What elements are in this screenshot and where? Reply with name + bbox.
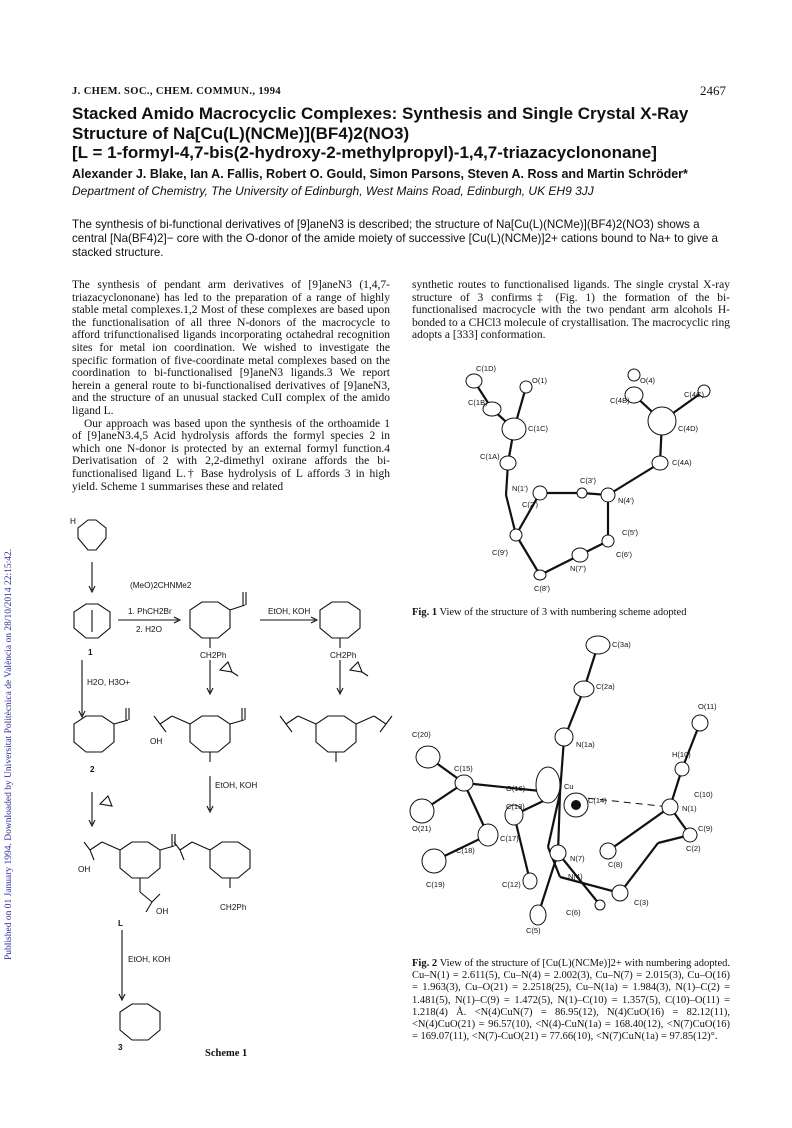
fig1-atom-n4p: N(4') xyxy=(618,496,635,505)
figure-1-caption xyxy=(412,607,730,619)
affiliation: Department of Chemistry, The University of Edinburgh, West Mains Road, Edinburgh, UK EH9 3JJ xyxy=(72,184,594,198)
fig2-atom-n4: N(4) xyxy=(568,872,583,881)
paragraph-2: Our approach was based upon the synthesis of the orthoamide 1 of [9]aneN3.4,5 Acid hydrolysis affords the formyl species 2 in which one N-donor is protected by an external formyl function.4 Derivatisation of 2 with 2,2-dimethyl oxirane affords the bi-functionalised ligand L.† Base hydrolysis of L affords 3 in high yield. Scheme 1 summarises these and related xyxy=(72,417,390,493)
reagent-ethanol-koh-2: EtOH, KOH xyxy=(215,781,258,790)
compound-label-2: 2 xyxy=(90,765,95,774)
fig2-atom-c10: C(10) xyxy=(694,790,713,799)
fig2-atom-o21: O(21) xyxy=(412,824,432,833)
fig2-atom-c2: C(2) xyxy=(686,844,701,853)
left-column xyxy=(72,279,390,493)
fig1-atom-n7p: N(7') xyxy=(570,564,587,573)
fig2-atom-n1: N(1) xyxy=(682,804,697,813)
paragraph-1: The synthesis of pendant arm derivatives of [9]aneN3 (1,4,7-triazacyclononane) has led to the preparation of a range of highly stable metal complexes.1,2 Most of these complexes are based upon the functionalisation of all three N-donors of the macrocycle to afford trifunctionalised ligands incorporating octahedral recognition sites for metal ion coordination. We wished to investigate the specific formation of five-coordinate metal complexes based on the coordination to bi-functionalised [9]aneN3 ligands.3 We report herein a general route to bi-functionalised derivatives of [9]aneN3, and the structure of an unusual stacked CuII complex of the amido ligand L. xyxy=(72,279,390,417)
fig2-atom-n7: N(7) xyxy=(570,854,585,863)
fig2-atom-c14: C(14) xyxy=(588,796,607,805)
author-list: Alexander J. Blake, Ian A. Fallis, Robert O. Gould, Simon Parsons, Steven A. Ross and Martin Schröder* xyxy=(72,167,688,181)
fig2-atom-o16: O(16) xyxy=(506,784,526,793)
fig2-atom-cu: Cu xyxy=(564,782,574,791)
fig1-atom-c4a: C(4A) xyxy=(672,458,692,467)
substituent-benzyl-c: CH2Ph xyxy=(220,903,247,912)
reagent-water: 2. H2O xyxy=(136,625,162,634)
fig1-atom-c6p: C(6') xyxy=(616,550,633,559)
fig2-atom-c3: C(3) xyxy=(634,898,649,907)
fig2-atom-c17: C(17) xyxy=(500,834,519,843)
figure-2-caption xyxy=(412,958,730,1043)
fig2-atom-c15: C(15) xyxy=(454,764,473,773)
download-notice: Published on 01 January 1994. Downloaded by Universitat Politècnica de València on 28/10/2014 22:15:42. xyxy=(4,548,14,960)
fig2-atom-c13: C(13) xyxy=(506,802,525,811)
compound-label-3: 3 xyxy=(118,1043,123,1052)
fig2-atom-n1a: N(1a) xyxy=(576,740,595,749)
scheme-1-diagram xyxy=(60,510,400,1055)
figure-1-structure xyxy=(412,345,730,600)
fig2-atom-c9: C(9) xyxy=(698,824,713,833)
right-column xyxy=(412,279,730,342)
fig2-atom-c18: C(18) xyxy=(456,846,475,855)
figure-2-caption-text: View of the structure of [Cu(L)(NCMe)]2+ with numbering adopted. Cu–N(1) = 2.611(5), Cu–N(4) = 2.002(3), Cu–N(7) = 2.015(3), Cu–O(16) = 1.963(3), Cu–O(21) = 2.2518(25), Cu–N(1a) = 1.984(3), N(1)–C(2) = 1.481(5), N(1)–C(9) = 1.472(5), N(1)–C(10) = 1.357(5), C(10)–O(11) = 1.218(4) Å. <N(4)CuN(7) = 86.95(12), N(4)CuO(16) = 82.12(11), <N(4)CuO(21) = 96.57(10), <N(4)-CuN(1a) = 168.40(12), <N(7)CuO(16) = 169.07(11), <N(7)-CuO(21) = 77.66(10), <N(7)CuN(1a) = 97.85(12)°. xyxy=(412,958,730,1043)
figure-1-label: Fig. 1 xyxy=(412,607,438,618)
fig2-atom-c8: C(8) xyxy=(608,860,623,869)
page-number: 2467 xyxy=(700,83,726,98)
reagent-benzyl-bromide: 1. PhCH2Br xyxy=(128,607,172,616)
fig1-atom-c1b: C(1B) xyxy=(468,398,488,407)
compound-label-l: L xyxy=(118,919,124,928)
compound-label-1: 1 xyxy=(88,648,93,657)
journal-header: J. CHEM. SOC., CHEM. COMMUN., 1994 xyxy=(72,86,282,97)
fig2-atom-o11: O(11) xyxy=(698,702,717,711)
fig1-atom-n1p: N(1') xyxy=(512,484,529,493)
fig1-atom-c1a: C(1A) xyxy=(480,452,500,461)
article-title xyxy=(72,104,732,163)
figure-1-caption-text: View of the structure of 3 with numbering scheme adopted xyxy=(439,607,687,618)
fig1-atom-c9p: C(9') xyxy=(492,548,509,557)
fig1-atom-c4c: C(4C) xyxy=(684,390,704,399)
hydroxyl-label-c: OH xyxy=(156,907,169,916)
fig2-atom-c20: C(20) xyxy=(412,730,431,739)
fig1-atom-c2p: C(2') xyxy=(522,500,539,509)
fig1-atom-o4: O(4) xyxy=(640,376,655,385)
reagent-ethanol-koh-3: EtOH, KOH xyxy=(128,955,171,964)
substituent-benzyl-b: CH2Ph xyxy=(330,651,357,660)
title-line-3: [L = 1-formyl-4,7-bis(2-hydroxy-2-methylpropyl)-1,4,7-triazacyclononane] xyxy=(72,143,657,162)
fig2-atom-c6: C(6) xyxy=(566,908,581,917)
reagent-ethanol-koh-1: EtOH, KOH xyxy=(268,607,311,616)
fig1-atom-c4b: C(4B) xyxy=(610,396,630,405)
fig2-atom-c5: C(5) xyxy=(526,926,541,935)
reagent-dmf-acetal: (MeO)2CHNMe2 xyxy=(130,581,192,590)
atom-label-h: H xyxy=(70,517,76,526)
scheme-caption: Scheme 1 xyxy=(205,1048,248,1059)
fig2-atom-c12: C(12) xyxy=(502,880,521,889)
title-line-2: Structure of Na[Cu(L)(NCMe)](BF4)2(NO3) xyxy=(72,123,410,143)
fig2-atom-c3a: C(3a) xyxy=(612,640,631,649)
fig1-atom-c1c: C(1C) xyxy=(528,424,548,433)
fig2-atom-h10: H(10) xyxy=(672,750,691,759)
fig1-atom-o1: O(1) xyxy=(532,376,547,385)
abstract: The synthesis of bi-functional derivatives of [9]aneN3 is described; the structure of Na[Cu(L)(NCMe)](BF4)2(NO3) shows a central [Na(BF4)2]− core with the O-donor of the amide moiety of successive [Cu(L)(NCMe)]2+ cations bound to Na+ to give a stacked structure. xyxy=(72,218,719,260)
fig1-atom-c4d: C(4D) xyxy=(678,424,698,433)
hydroxyl-label-a: OH xyxy=(150,737,163,746)
title-line-1: Stacked Amido Macrocyclic Complexes: Synthesis and Single Crystal X-Ray xyxy=(72,104,689,123)
hydroxyl-label-b: OH xyxy=(78,865,91,874)
reagent-acid: H2O, H3O+ xyxy=(87,678,131,687)
fig1-atom-c1d: C(1D) xyxy=(476,364,496,373)
figure-2-label: Fig. 2 xyxy=(412,958,438,969)
fig2-atom-c2a: C(2a) xyxy=(596,682,615,691)
substituent-benzyl-a: CH2Ph xyxy=(200,651,227,660)
fig1-atom-c3p: C(3') xyxy=(580,476,597,485)
paragraph-3: synthetic routes to functionalised ligands. The single crystal X-ray structure of 3 confirms‡ (Fig. 1) the formation of the bi-functionalised macrocycle with the two pendant arm alcohols H-bonded to a CHCl3 molecule of crystallisation. The macrocyclic ring adopts a [333] conformation. xyxy=(412,279,730,342)
fig1-atom-c5p: C(5') xyxy=(622,528,639,537)
fig1-atom-c8p: C(8') xyxy=(534,584,551,593)
fig2-atom-c19: C(19) xyxy=(426,880,445,889)
figure-2-structure xyxy=(408,625,734,955)
